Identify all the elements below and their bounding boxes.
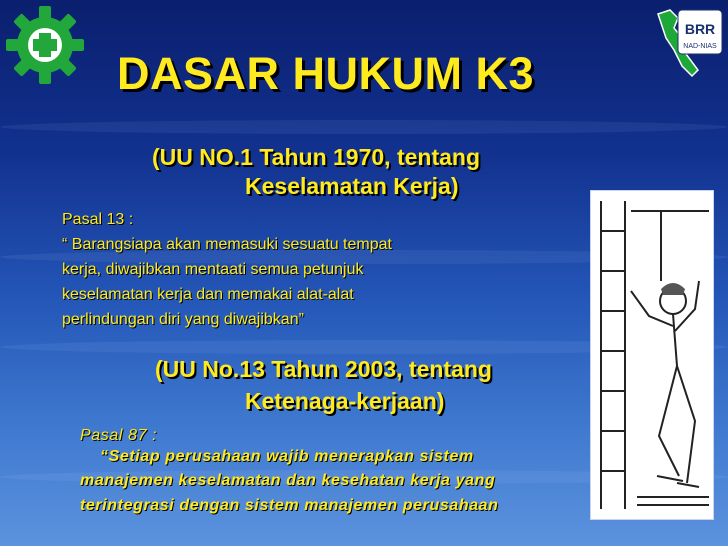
pasal13-line: “ Barangsiapa akan memasuki sesuatu tempat <box>62 236 392 253</box>
pasal87-label: Pasal 87 : <box>80 427 158 444</box>
bg-streak <box>0 120 728 134</box>
pasal13-line: kerja, diwajibkan mentaati semua petunjuk <box>62 261 364 278</box>
pasal13-line: perlindungan diri yang diwajibkan” <box>62 311 304 328</box>
brr-map-logo <box>652 4 724 82</box>
pasal87-line: manajemen keselamatan dan kesehatan kerja yang <box>80 472 496 489</box>
pasal13-line: keselamatan kerja dan memakai alat-alat <box>62 286 354 303</box>
law2-heading-line2: Ketenaga-kerjaan) <box>245 388 445 414</box>
law2-heading-line1: (UU No.13 Tahun 2003, tentang <box>155 356 492 382</box>
law1-heading-line2: Keselamatan Kerja) <box>245 173 459 199</box>
pasal87-line: “Setiap perusahaan wajib menerapkan sistem <box>100 448 474 465</box>
pasal87-line: terintegrasi dengan sistem manajemen perusahaan <box>80 497 499 514</box>
law1-heading-line1: (UU NO.1 Tahun 1970, tentang <box>152 144 481 170</box>
logo-text: BRR <box>684 21 716 37</box>
pasal13-label: Pasal 13 : <box>62 211 134 228</box>
worker-climbing-ladder-illustration <box>590 190 714 520</box>
slide-title: DASAR HUKUM K3 <box>117 48 535 99</box>
logo-subtext: NAD-NIAS <box>683 43 717 50</box>
safety-gear-cross-icon <box>4 4 86 86</box>
